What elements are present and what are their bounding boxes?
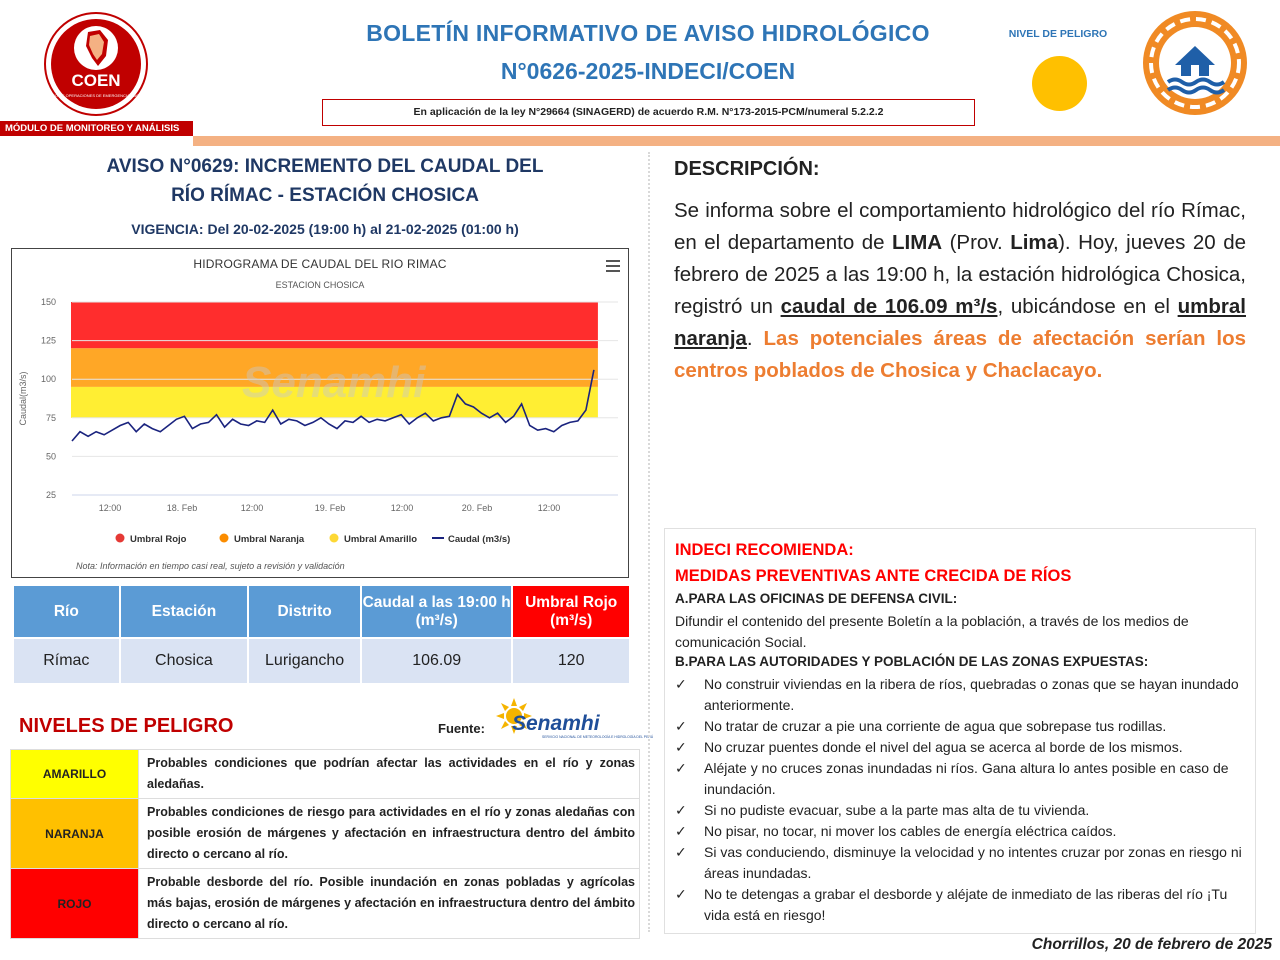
- table-header-row: [13, 585, 630, 638]
- legend-label: Umbral Naranja: [234, 534, 305, 545]
- cell-distrito: Lurigancho: [248, 638, 361, 684]
- column-divider: [648, 152, 650, 932]
- aviso-title-line2: RÍO RÍMAC - ESTACIÓN CHOSICA: [171, 185, 479, 206]
- legend-label: Umbral Amarillo: [344, 534, 418, 545]
- list-item: [675, 758, 1245, 800]
- recommendation-text: Aléjate y no cruces zonas inundadas ni ríos. Gana altura lo antes posible en caso de inundación.: [704, 760, 1229, 797]
- threshold-band: [71, 302, 598, 348]
- coen-logo-subtext: CENTRO DE OPERACIONES DE EMERGENCIA NACIONAL: [40, 93, 152, 98]
- danger-level-description: Probables condiciones de riesgo para actividades en el río y zonas aledañas con posible erosión de márgenes y afectación en infraestructura dentro del ámbito directo o cercano al río.: [139, 799, 640, 869]
- legend-marker: [330, 534, 339, 543]
- law-reference: En aplicación de la ley N°29664 (SINAGERD) de acuerdo R.M. N°173-2015-PCM/numeral 5.2.2.2: [322, 99, 975, 126]
- y-axis-label: Caudal(m3/s): [18, 371, 28, 426]
- danger-level-row: [11, 869, 640, 939]
- cell-umbral-rojo: 120: [512, 638, 630, 684]
- cell-caudal: 106.09: [361, 638, 512, 684]
- list-item: [675, 716, 1245, 737]
- list-item: [675, 800, 1245, 821]
- list-item: [675, 821, 1245, 842]
- check-icon: ✓: [675, 718, 687, 734]
- vigencia: VIGENCIA: Del 20-02-2025 (19:00 h) al 21-02-2025 (01:00 h): [131, 221, 519, 237]
- list-item: [675, 842, 1245, 884]
- desc-caudal: caudal de 106.09 m³/s: [780, 295, 998, 318]
- recommendation-text: No tratar de cruzar a pie una corriente de agua que sobrepase tus rodillas.: [704, 718, 1167, 734]
- section-a-title: A.PARA LAS OFICINAS DE DEFENSA CIVIL:: [675, 591, 958, 606]
- recommendation-list: [675, 674, 1245, 926]
- table-row: [13, 638, 630, 684]
- y-tick-label: 75: [45, 412, 56, 423]
- legend-marker: [116, 534, 125, 543]
- recommendation-text: No pisar, no tocar, ni mover los cables de energía eléctrica caídos.: [704, 823, 1117, 839]
- coen-logo: [40, 12, 152, 116]
- section-b-title: B.PARA LAS AUTORIDADES Y POBLACIÓN DE LAS ZONAS EXPUESTAS:: [675, 654, 1149, 669]
- cell-estacion: Chosica: [120, 638, 249, 684]
- chart-watermark: Senamhi: [242, 358, 426, 407]
- desc-umbral: umbral naranja: [674, 295, 1246, 350]
- header-caudal: Caudal a las 19:00 h (m³/s): [361, 585, 512, 638]
- danger-level-description: Probable desborde del río. Posible inundación en zonas pobladas y agrícolas más bajas, erosión de márgenes y afectación en infraestructura dentro del ámbito directo o cercano al río.: [139, 869, 640, 939]
- check-icon: ✓: [675, 739, 687, 755]
- x-tick-label: 12:00: [240, 503, 264, 513]
- desc-part: .: [746, 327, 764, 350]
- danger-level-description: Probables condiciones que podrían afectar las actividades en el río y zonas aledañas.: [139, 750, 640, 799]
- list-item: [675, 737, 1245, 758]
- danger-level-name: ROJO: [11, 869, 139, 939]
- desc-department: LIMA: [891, 231, 943, 254]
- chart-title: HIDROGRAMA DE CAUDAL DEL RIO RIMAC: [193, 257, 447, 271]
- header-divider: [193, 136, 1280, 146]
- header-umbral-rojo: Umbral Rojo (m³/s): [512, 585, 630, 638]
- x-tick-label: 12:00: [390, 503, 414, 513]
- danger-level-row: [11, 799, 640, 869]
- senamhi-logo: [496, 696, 654, 748]
- danger-levels-table: [10, 749, 640, 939]
- legend-label: Umbral Rojo: [130, 534, 187, 545]
- chart-note: Nota: Información en tiempo casi real, sujeto a revisión y validación: [76, 561, 345, 571]
- descripcion-title: DESCRIPCIÓN:: [674, 158, 820, 180]
- recommendation-text: No te detengas a grabar el desborde y aléjate de inmediato de las riberas del río ¡Tu vida está en riesgo!: [704, 886, 1228, 923]
- senamhi-logo-subtext: SERVICIO NACIONAL DE METEOROLOGÍA E HIDROLOGÍA DEL PERÚ: [542, 735, 654, 739]
- header-rio: Río: [13, 585, 120, 638]
- legend-marker: [220, 534, 229, 543]
- section-a-text: Difundir el contenido del presente Boletín a la población, a través de los medios de comunicación Social.: [675, 613, 1189, 650]
- danger-level-row: [11, 750, 640, 799]
- list-item: [675, 884, 1245, 926]
- hydrograph-chart: [11, 248, 629, 578]
- fuente-label: Fuente:: [438, 721, 485, 736]
- header-estacion: Estación: [120, 585, 249, 638]
- x-tick-label: 12:00: [98, 503, 122, 513]
- recommendation-text: Si vas conduciendo, disminuye la velocidad y no intentes cruzar por zonas en riesgo ni áreas inundadas.: [704, 844, 1242, 881]
- danger-level-indicator: [1032, 56, 1087, 111]
- descripcion-text: [674, 195, 1246, 387]
- check-icon: ✓: [675, 844, 687, 860]
- y-tick-label: 125: [40, 335, 56, 346]
- recommendation-text: No construir viviendas en la ribera de ríos, quebradas o zonas que se hayan inundado anteriormente.: [704, 676, 1239, 713]
- x-tick-label: 12:00: [537, 503, 561, 513]
- chart-subtitle: ESTACION CHOSICA: [275, 280, 365, 290]
- senamhi-logo-text: Senamhi: [512, 712, 600, 735]
- header-distrito: Distrito: [248, 585, 361, 638]
- danger-level-label: NIVEL DE PELIGRO: [1008, 28, 1108, 40]
- x-tick-label: 18. Feb: [166, 503, 198, 513]
- aviso-title-line1: AVISO N°0629: INCREMENTO DEL CAUDAL DEL: [106, 156, 544, 177]
- x-tick-label: 20. Feb: [461, 503, 493, 513]
- recommendation-text: Si no pudiste evacuar, sube a la parte mas alta de tu vivienda.: [704, 802, 1090, 818]
- y-tick-label: 25: [45, 490, 56, 500]
- danger-level-name: NARANJA: [11, 799, 139, 869]
- station-data-table: [12, 584, 631, 685]
- recommendation-text: No cruzar puentes donde el nivel del agua se acerca al borde de los mismos.: [704, 739, 1183, 755]
- y-tick-label: 100: [40, 374, 56, 385]
- niveles-title: NIVELES DE PELIGRO: [19, 715, 234, 737]
- footer-date: Chorrillos, 20 de febrero de 2025: [1031, 936, 1272, 953]
- danger-level-name: AMARILLO: [11, 750, 139, 799]
- desc-part: Se informa sobre el comportamiento hidrológico del río Rímac, en el departamento de: [674, 199, 1246, 254]
- coen-logo-text: COEN: [71, 71, 121, 90]
- cell-rio: Rímac: [13, 638, 120, 684]
- check-icon: ✓: [675, 886, 687, 902]
- desc-part: (Prov.: [942, 231, 1011, 254]
- y-tick-label: 150: [40, 297, 56, 307]
- module-tag: MÓDULO DE MONITOREO Y ANÁLISIS: [0, 121, 193, 136]
- check-icon: ✓: [675, 760, 687, 776]
- desc-part: ). Hoy, jueves 20 de febrero de 2025 a las 19:00 h, la estación hidrológica Chosica, registró un: [674, 231, 1246, 318]
- recomienda-title: INDECI RECOMIENDA:: [675, 541, 854, 559]
- desc-part: , ubicándose en el: [997, 295, 1178, 318]
- legend-label: Caudal (m3/s): [448, 534, 511, 545]
- y-tick-label: 50: [45, 451, 56, 462]
- desc-affected-areas: Las potenciales áreas de afectación serían los centros poblados de Chosica y Chaclacayo.: [674, 327, 1246, 382]
- check-icon: ✓: [675, 823, 687, 839]
- bulletin-number: N°0626-2025-INDECI/COEN: [500, 58, 796, 84]
- flood-house-icon: [1142, 10, 1248, 116]
- chart-plot: [12, 249, 628, 577]
- desc-province: Lima: [1010, 231, 1059, 254]
- x-tick-label: 19. Feb: [314, 503, 346, 513]
- check-icon: ✓: [675, 676, 687, 692]
- recomienda-subtitle: MEDIDAS PREVENTIVAS ANTE CRECIDA DE RÍOS: [675, 567, 1072, 585]
- list-item: [675, 674, 1245, 716]
- check-icon: ✓: [675, 802, 687, 818]
- bulletin-title: BOLETÍN INFORMATIVO DE AVISO HIDROLÓGICO: [366, 20, 930, 46]
